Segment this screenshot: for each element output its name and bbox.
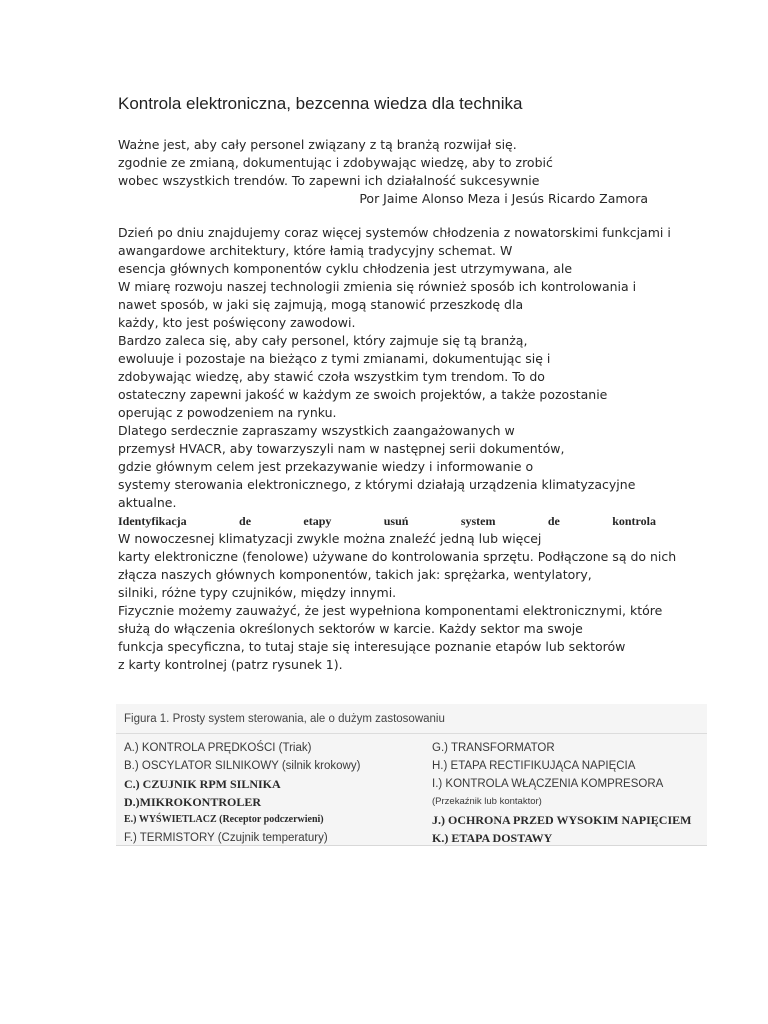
figure-legend-right [432, 739, 691, 847]
body-line: z karty kontrolnej (patrz rysunek 1). [118, 657, 343, 672]
intro-line: wobec wszystkich trendów. To zapewni ich działalność sukcesywnie [118, 173, 540, 188]
body-line: silniki, różne typy czujników, między innymi. [118, 585, 397, 600]
body-line: W miarę rozwoju naszej technologii zmienia się również sposób ich kontrolowania i [118, 279, 637, 294]
legend-item: I.) KONTROLA WŁĄCZENIA KOMPRESORA [432, 778, 664, 790]
legend-item: J.) OCHRONA PRZED WYSOKIM NAPIĘCIEM [432, 813, 692, 827]
legend-item: D.)MIKROKONTROLER [124, 795, 262, 809]
body-line: zdobywając wiedzę, aby stawić czoła wszystkim tym trendom. To do [118, 369, 545, 384]
legend-item: A.) KONTROLA PRĘDKOŚCI (Triak) [124, 742, 312, 754]
heading-word: Identyfikacja [118, 514, 187, 528]
legend-item: F.) TERMISTORY (Czujnik temperatury) [124, 832, 328, 844]
body-line: awangardowe architektury, które łamią tradycyjny schemat. W [118, 243, 513, 258]
author-line: Por Jaime Alonso Meza i Jesús Ricardo Zamora [359, 191, 648, 206]
figure-divider [116, 733, 707, 734]
figure-1-legend [116, 704, 707, 846]
body-line: nawet sposób, w jaki się zajmują, mogą stanowić przeszkodę dla [118, 297, 524, 312]
intro-paragraph [118, 136, 688, 208]
body-line: esencja głównych komponentów cyklu chłodzenia jest utrzymywana, ale [118, 261, 573, 276]
legend-item: C.) CZUJNIK RPM SILNIKA [124, 777, 281, 791]
legend-item: K.) ETAPA DOSTAWY [432, 831, 553, 845]
body-line: ostateczny zapewni jakość w każdym ze swoich projektów, a także pozostanie [118, 387, 608, 402]
legend-item: E.) WYŚWIETLACZ (Receptor podczerwieni) [124, 814, 324, 825]
body-line: Dzień po dniu znajdujemy coraz więcej systemów chłodzenia z nowatorskimi funkcjami i [118, 225, 671, 240]
body-line: Dlatego serdecznie zapraszamy wszystkich zaangażowanych w [118, 423, 515, 438]
body-line: gdzie głównym celem jest przekazywanie wiedzy i informowanie o [118, 459, 534, 474]
body-line: operując z powodzeniem na rynku. [118, 405, 337, 420]
intro-line: zgodnie ze zmianą, dokumentując i zdobywając wiedzę, aby to zrobić [118, 155, 553, 170]
body-line: funkcja specyficzna, to tutaj staje się interesujące poznanie etapów lub sektorów [118, 639, 626, 654]
legend-item: H.) ETAPA RECTIFIKUJĄCA NAPIĘCIA [432, 760, 636, 772]
body-line: Bardzo zaleca się, aby cały personel, który zajmuje się tą branżą, [118, 333, 528, 348]
heading-word: usuń [383, 514, 409, 528]
body-line: systemy sterowania elektronicznego, z którymi działają urządzenia klimatyzacyjne [118, 477, 636, 492]
heading-word: de [239, 514, 252, 528]
body-line: ewoluuje i pozostaje na bieżąco z tymi zmianami, dokumentując się i [118, 351, 551, 366]
legend-item: G.) TRANSFORMATOR [432, 742, 555, 754]
heading-word: de [547, 514, 560, 528]
section-heading [118, 512, 688, 530]
legend-item: B.) OSCYLATOR SILNIKOWY (silnik krokowy) [124, 760, 361, 772]
body-line: służą do włączenia określonych sektorów w karcie. Każdy sektor ma swoje [118, 621, 583, 636]
intro-line: Ważne jest, aby cały personel związany z tą branżą rozwijał się. [118, 137, 517, 152]
legend-item: (Przekaźnik lub kontaktor) [432, 796, 542, 807]
article-title: Kontrola elektroniczna, bezcenna wiedza dla technika [118, 94, 523, 113]
body-line: W nowoczesnej klimatyzacji zwykle można znaleźć jedną lub więcej [118, 531, 542, 546]
body-line: aktualne. [118, 495, 177, 510]
body-line: każdy, kto jest poświęcony zawodowi. [118, 315, 356, 330]
body-line: przemysł HVACR, aby towarzyszyli nam w następnej serii dokumentów, [118, 441, 565, 456]
heading-word: etapy [303, 514, 332, 528]
body-line: złącza naszych głównych komponentów, takich jak: sprężarka, wentylatory, [118, 567, 592, 582]
body-line: karty elektroniczne (fenolowe) używane do kontrolowania sprzętu. Podłączone są do nich [118, 549, 677, 564]
body-line: Fizycznie możemy zauważyć, że jest wypełniona komponentami elektronicznymi, które [118, 603, 663, 618]
body-paragraph [118, 224, 688, 674]
figure-legend-left [124, 739, 360, 847]
heading-word: kontrola [612, 514, 656, 528]
figure-caption: Figura 1. Prosty system sterowania, ale o dużym zastosowaniu [124, 713, 445, 725]
heading-word: system [460, 514, 496, 528]
